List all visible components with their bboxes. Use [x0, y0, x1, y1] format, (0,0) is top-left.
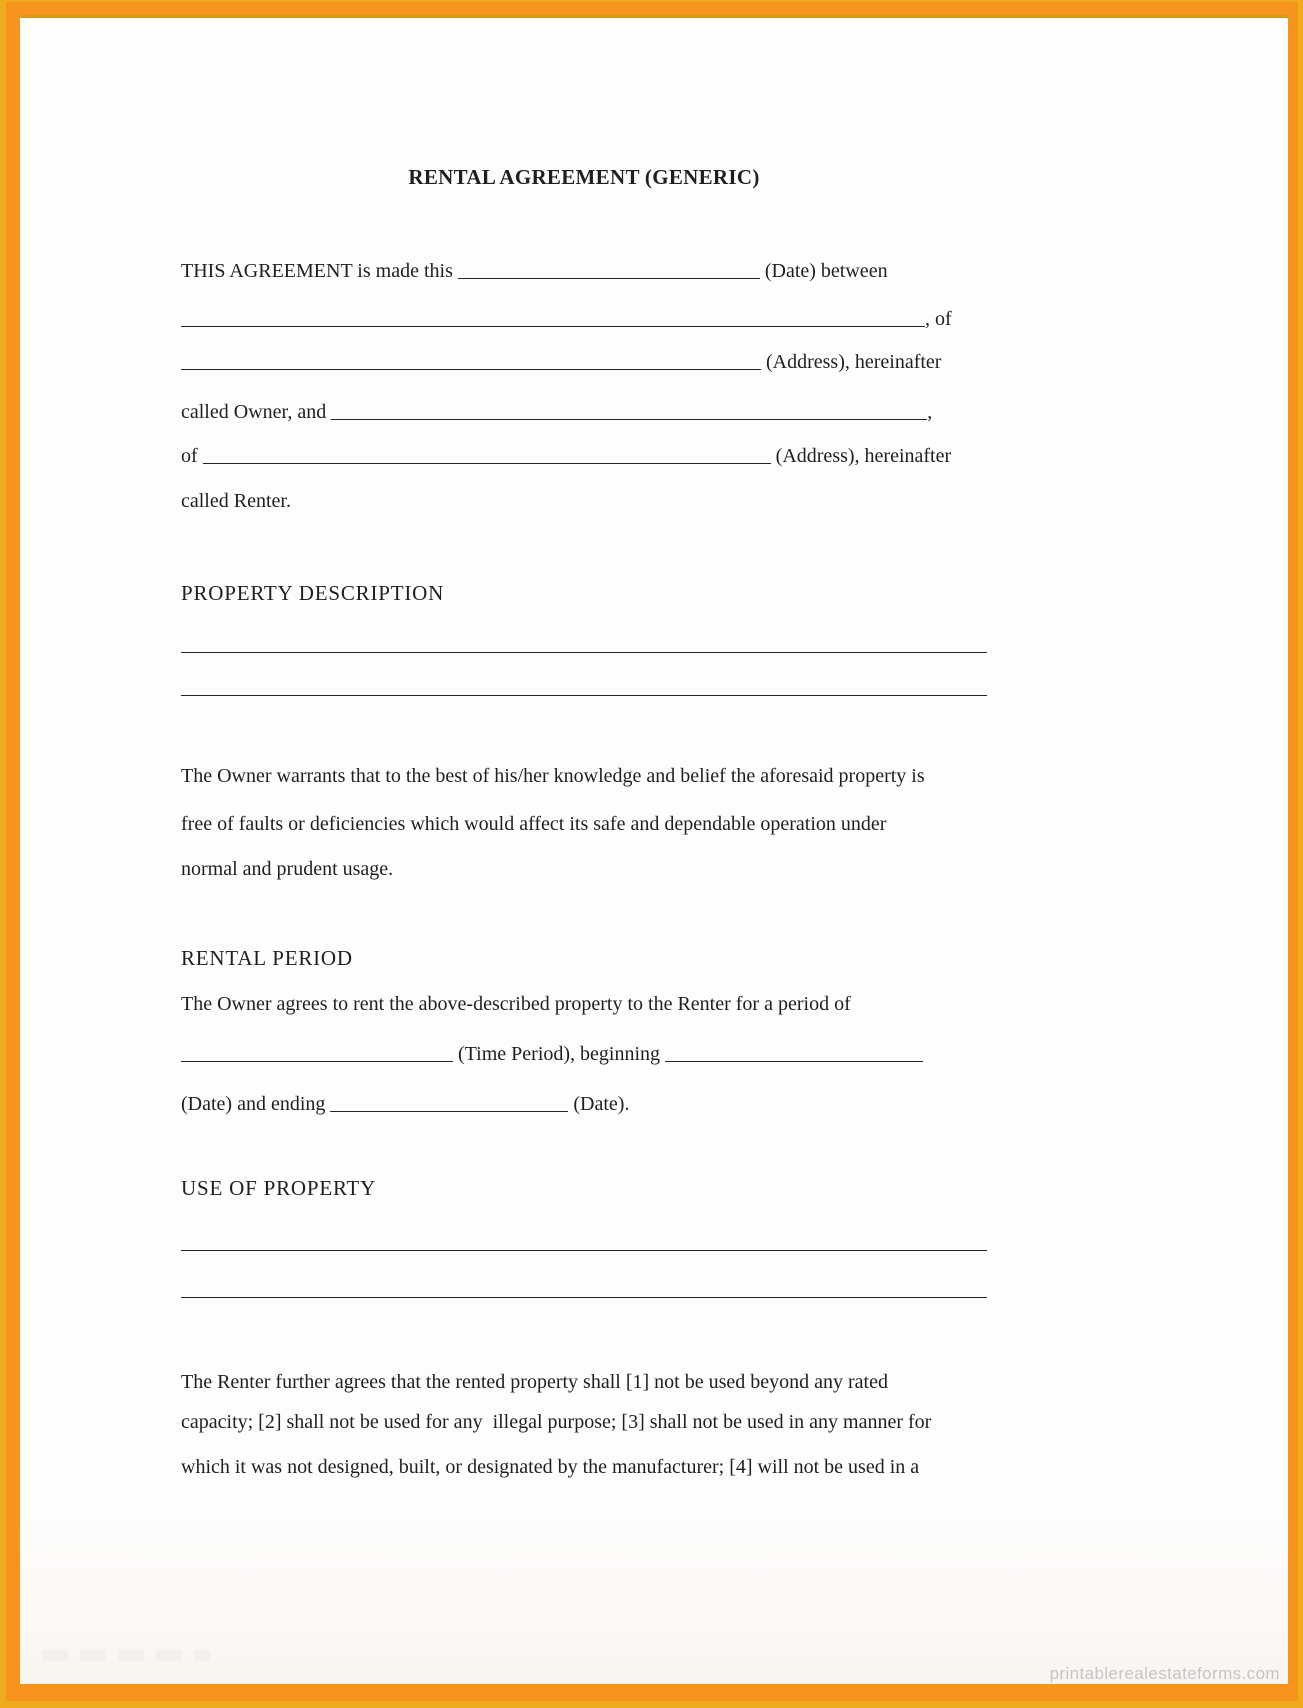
renter-name-blank: [331, 415, 927, 420]
intro-line-4-pre: called Owner, and: [181, 401, 332, 423]
warranty-line-2: free of faults or deficiencies which would affect its safe and dependable operation under: [181, 813, 887, 835]
owner-name-blank: [181, 322, 925, 327]
rental-period-heading: RENTAL PERIOD: [181, 946, 353, 970]
property-description-rule-1: [181, 652, 987, 653]
rental-period-line-3-post: (Date).: [568, 1093, 630, 1115]
owner-address-blank: [181, 365, 761, 370]
intro-line-2: [181, 306, 952, 332]
intro-line-1-post: (Date) between: [759, 260, 888, 282]
page-frame: [6, 2, 1298, 1701]
intro-line-5: [181, 443, 951, 469]
warranty-line-3: normal and prudent usage.: [181, 858, 394, 880]
warranty-line-1: The Owner warrants that to the best of his/her knowledge and belief the aforesaid property is: [181, 765, 925, 787]
use-of-property-rule-1: [181, 1250, 987, 1251]
intro-line-1-pre: THIS AGREEMENT is made this: [181, 260, 458, 282]
intro-line-4: [181, 399, 932, 425]
intro-line-5-post: (Address), hereinafter: [770, 445, 952, 467]
intro-line-3: [181, 349, 941, 375]
rental-period-line-3-pre: (Date) and ending: [181, 1093, 331, 1115]
document-title: RENTAL AGREEMENT (GENERIC): [408, 165, 760, 189]
footer-site-text: printablerealestateforms.com: [1049, 1664, 1280, 1683]
intro-line-2-post: , of: [925, 308, 952, 330]
property-description-heading: PROPERTY DESCRIPTION: [181, 581, 445, 605]
end-date-blank: [330, 1107, 568, 1112]
intro-line-6: called Renter.: [181, 490, 291, 512]
rental-period-line-2: [181, 1041, 923, 1067]
intro-line-1: [181, 258, 888, 284]
rental-period-line-1: The Owner agrees to rent the above-described property to the Renter for a period of: [181, 993, 851, 1015]
renter-terms-line-1: The Renter further agrees that the rented property shall [1] not be used beyond any rated: [181, 1371, 888, 1393]
intro-line-3-post: (Address), hereinafter: [761, 351, 942, 373]
time-period-blank: [181, 1057, 453, 1062]
intro-line-5-pre: of: [181, 445, 203, 467]
use-of-property-heading: USE OF PROPERTY: [181, 1176, 377, 1200]
document-page: [20, 15, 1288, 1684]
intro-line-4-post: ,: [927, 401, 933, 423]
rental-period-line-2-mid: (Time Period), beginning: [453, 1043, 666, 1065]
property-description-rule-2: [181, 695, 987, 696]
date-blank: [458, 274, 760, 279]
renter-address-blank: [203, 459, 771, 464]
rental-period-line-3: [181, 1091, 629, 1117]
faint-watermark: [42, 1650, 210, 1661]
start-date-blank: [665, 1057, 923, 1062]
use-of-property-rule-2: [181, 1297, 987, 1298]
renter-terms-line-3: which it was not designed, built, or designated by the manufacturer; [4] will not be used in a: [181, 1456, 920, 1478]
renter-terms-line-2: capacity; [2] shall not be used for any illegal purpose; [3] shall not be used in any manner for: [181, 1411, 932, 1433]
